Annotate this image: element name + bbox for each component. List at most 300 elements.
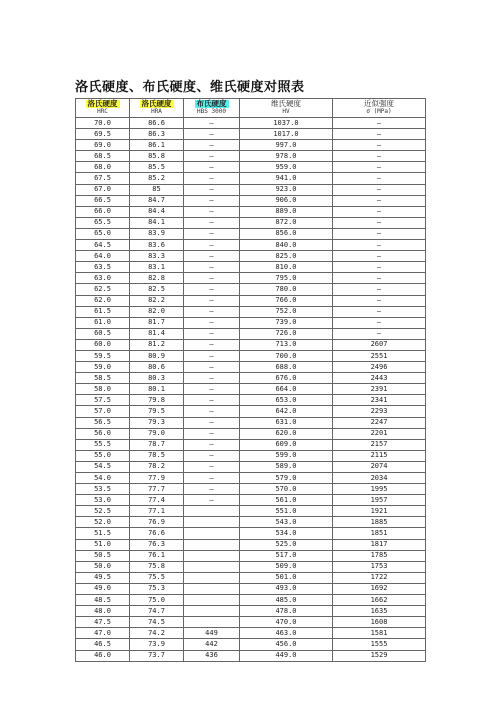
table-row bbox=[76, 384, 426, 395]
cell-hbs: – bbox=[184, 240, 240, 251]
cell-hrc: 51.0 bbox=[76, 539, 130, 550]
cell-hra: 76.3 bbox=[130, 539, 184, 550]
table-row bbox=[76, 173, 426, 184]
table-row bbox=[76, 561, 426, 572]
cell-strength: 1581 bbox=[333, 628, 426, 639]
cell-hbs: – bbox=[184, 328, 240, 339]
hardness-table-container bbox=[75, 98, 425, 662]
cell-hra: 80.1 bbox=[130, 384, 184, 395]
cell-hrc: 47.5 bbox=[76, 617, 130, 628]
cell-hra: 79.8 bbox=[130, 395, 184, 406]
cell-hrc: 61.5 bbox=[76, 306, 130, 317]
cell-hv: 620.0 bbox=[240, 428, 333, 439]
cell-hbs: – bbox=[184, 162, 240, 173]
cell-hbs: – bbox=[184, 284, 240, 295]
header-hbs bbox=[184, 99, 240, 118]
cell-hbs: 442 bbox=[184, 639, 240, 650]
cell-hra: 79.0 bbox=[130, 428, 184, 439]
cell-hv: 599.0 bbox=[240, 450, 333, 461]
cell-hrc: 61.0 bbox=[76, 317, 130, 328]
cell-hv: 561.0 bbox=[240, 495, 333, 506]
cell-hra: 86.6 bbox=[130, 118, 184, 129]
table-row bbox=[76, 284, 426, 295]
table-row bbox=[76, 550, 426, 561]
table-body bbox=[76, 118, 426, 662]
cell-hra: 82.2 bbox=[130, 295, 184, 306]
cell-hra: 84.1 bbox=[130, 217, 184, 228]
header-unit: HV bbox=[282, 108, 290, 115]
table-row bbox=[76, 118, 426, 129]
table-row bbox=[76, 206, 426, 217]
cell-hv: 688.0 bbox=[240, 362, 333, 373]
cell-hra: 77.1 bbox=[130, 506, 184, 517]
header-row bbox=[76, 99, 426, 118]
cell-strength: 1722 bbox=[333, 572, 426, 583]
cell-strength: 2391 bbox=[333, 384, 426, 395]
cell-hrc: 65.0 bbox=[76, 228, 130, 239]
cell-hv: 856.0 bbox=[240, 228, 333, 239]
cell-hv: 978.0 bbox=[240, 151, 333, 162]
cell-hrc: 66.5 bbox=[76, 195, 130, 206]
cell-strength: 1921 bbox=[333, 506, 426, 517]
page-title: 洛氏硬度、布氏硬度、维氏硬度对照表 bbox=[75, 80, 305, 95]
cell-hra: 80.9 bbox=[130, 350, 184, 361]
header-name: 洛氏硬度 bbox=[141, 99, 172, 108]
cell-hbs: – bbox=[184, 184, 240, 195]
cell-hbs bbox=[184, 595, 240, 606]
cell-hbs: – bbox=[184, 495, 240, 506]
cell-hbs: – bbox=[184, 173, 240, 184]
cell-hrc: 49.5 bbox=[76, 572, 130, 583]
cell-hrc: 59.0 bbox=[76, 362, 130, 373]
table-row bbox=[76, 484, 426, 495]
cell-hra: 75.8 bbox=[130, 561, 184, 572]
cell-strength: 2443 bbox=[333, 373, 426, 384]
cell-hv: 780.0 bbox=[240, 284, 333, 295]
cell-hv: 825.0 bbox=[240, 251, 333, 262]
cell-hbs: – bbox=[184, 350, 240, 361]
cell-hv: 631.0 bbox=[240, 417, 333, 428]
cell-hv: 676.0 bbox=[240, 373, 333, 384]
cell-hra: 82.5 bbox=[130, 284, 184, 295]
cell-hrc: 60.5 bbox=[76, 328, 130, 339]
cell-hra: 73.7 bbox=[130, 650, 184, 661]
cell-hrc: 69.0 bbox=[76, 140, 130, 151]
cell-hra: 85.2 bbox=[130, 173, 184, 184]
cell-hra: 77.4 bbox=[130, 495, 184, 506]
table-row bbox=[76, 572, 426, 583]
table-row bbox=[76, 317, 426, 328]
hardness-table bbox=[75, 98, 426, 662]
cell-strength: – bbox=[333, 295, 426, 306]
cell-hbs: – bbox=[184, 228, 240, 239]
cell-hrc: 62.5 bbox=[76, 284, 130, 295]
cell-strength: – bbox=[333, 240, 426, 251]
header-unit: HRA bbox=[151, 108, 162, 115]
cell-strength: – bbox=[333, 140, 426, 151]
cell-hbs bbox=[184, 561, 240, 572]
table-row bbox=[76, 328, 426, 339]
cell-strength: – bbox=[333, 228, 426, 239]
cell-hrc: 53.5 bbox=[76, 484, 130, 495]
table-row bbox=[76, 617, 426, 628]
table-row bbox=[76, 439, 426, 450]
cell-hra: 73.9 bbox=[130, 639, 184, 650]
cell-hra: 76.9 bbox=[130, 517, 184, 528]
cell-hbs: – bbox=[184, 484, 240, 495]
cell-hrc: 59.5 bbox=[76, 350, 130, 361]
cell-hbs: – bbox=[184, 140, 240, 151]
cell-hbs bbox=[184, 539, 240, 550]
table-row bbox=[76, 583, 426, 594]
cell-hrc: 51.5 bbox=[76, 528, 130, 539]
cell-hv: 456.0 bbox=[240, 639, 333, 650]
cell-hrc: 56.0 bbox=[76, 428, 130, 439]
table-row bbox=[76, 506, 426, 517]
cell-hv: 653.0 bbox=[240, 395, 333, 406]
cell-hrc: 67.0 bbox=[76, 184, 130, 195]
cell-hbs: – bbox=[184, 439, 240, 450]
cell-hbs: – bbox=[184, 461, 240, 472]
table-row bbox=[76, 140, 426, 151]
cell-hrc: 57.5 bbox=[76, 395, 130, 406]
cell-hra: 81.2 bbox=[130, 339, 184, 350]
cell-strength: – bbox=[333, 206, 426, 217]
cell-strength: 2247 bbox=[333, 417, 426, 428]
cell-hbs: – bbox=[184, 273, 240, 284]
header-hv bbox=[240, 99, 333, 118]
cell-strength: 1851 bbox=[333, 528, 426, 539]
table-row bbox=[76, 495, 426, 506]
cell-strength: 1555 bbox=[333, 639, 426, 650]
cell-strength: – bbox=[333, 306, 426, 317]
cell-hv: 906.0 bbox=[240, 195, 333, 206]
cell-hra: 79.5 bbox=[130, 406, 184, 417]
cell-hbs bbox=[184, 517, 240, 528]
cell-hv: 449.0 bbox=[240, 650, 333, 661]
cell-hra: 75.3 bbox=[130, 583, 184, 594]
cell-hv: 810.0 bbox=[240, 262, 333, 273]
table-row bbox=[76, 162, 426, 173]
table-row bbox=[76, 339, 426, 350]
cell-hra: 74.2 bbox=[130, 628, 184, 639]
cell-hra: 80.3 bbox=[130, 373, 184, 384]
cell-hv: 941.0 bbox=[240, 173, 333, 184]
cell-hv: 501.0 bbox=[240, 572, 333, 583]
cell-hrc: 64.0 bbox=[76, 251, 130, 262]
table-row bbox=[76, 350, 426, 361]
cell-hrc: 58.5 bbox=[76, 373, 130, 384]
cell-hbs bbox=[184, 583, 240, 594]
header-name: 维氏硬度 bbox=[271, 99, 301, 108]
table-row bbox=[76, 650, 426, 661]
cell-hra: 85 bbox=[130, 184, 184, 195]
cell-hra: 86.3 bbox=[130, 129, 184, 140]
cell-hv: 517.0 bbox=[240, 550, 333, 561]
cell-hv: 923.0 bbox=[240, 184, 333, 195]
cell-strength: 2157 bbox=[333, 439, 426, 450]
cell-hbs: – bbox=[184, 206, 240, 217]
cell-hra: 83.1 bbox=[130, 262, 184, 273]
cell-strength: – bbox=[333, 195, 426, 206]
table-row bbox=[76, 473, 426, 484]
table-row bbox=[76, 273, 426, 284]
cell-hbs: – bbox=[184, 151, 240, 162]
cell-hv: 509.0 bbox=[240, 561, 333, 572]
cell-strength: – bbox=[333, 173, 426, 184]
cell-strength: 1753 bbox=[333, 561, 426, 572]
cell-hrc: 48.0 bbox=[76, 606, 130, 617]
cell-hbs: 436 bbox=[184, 650, 240, 661]
cell-hrc: 54.0 bbox=[76, 473, 130, 484]
cell-hbs: – bbox=[184, 473, 240, 484]
table-row bbox=[76, 373, 426, 384]
cell-hv: 570.0 bbox=[240, 484, 333, 495]
cell-strength: – bbox=[333, 118, 426, 129]
cell-hrc: 68.0 bbox=[76, 162, 130, 173]
cell-hv: 463.0 bbox=[240, 628, 333, 639]
cell-hrc: 47.0 bbox=[76, 628, 130, 639]
cell-hbs: – bbox=[184, 262, 240, 273]
table-row bbox=[76, 129, 426, 140]
header-strength bbox=[333, 99, 426, 118]
cell-hrc: 48.5 bbox=[76, 595, 130, 606]
cell-hrc: 54.5 bbox=[76, 461, 130, 472]
cell-hra: 76.1 bbox=[130, 550, 184, 561]
table-row bbox=[76, 606, 426, 617]
cell-hv: 726.0 bbox=[240, 328, 333, 339]
cell-hv: 766.0 bbox=[240, 295, 333, 306]
cell-strength: 1817 bbox=[333, 539, 426, 550]
cell-strength: 2074 bbox=[333, 461, 426, 472]
table-row bbox=[76, 461, 426, 472]
cell-hrc: 53.0 bbox=[76, 495, 130, 506]
cell-hv: 959.0 bbox=[240, 162, 333, 173]
cell-hra: 74.7 bbox=[130, 606, 184, 617]
cell-hv: 872.0 bbox=[240, 217, 333, 228]
table-row bbox=[76, 628, 426, 639]
cell-hbs bbox=[184, 550, 240, 561]
cell-strength: – bbox=[333, 273, 426, 284]
table-row bbox=[76, 417, 426, 428]
table-row bbox=[76, 262, 426, 273]
cell-hrc: 46.5 bbox=[76, 639, 130, 650]
cell-hra: 75.5 bbox=[130, 572, 184, 583]
cell-hra: 77.9 bbox=[130, 473, 184, 484]
cell-strength: – bbox=[333, 251, 426, 262]
cell-strength: 2341 bbox=[333, 395, 426, 406]
cell-hbs: – bbox=[184, 406, 240, 417]
cell-hra: 84.7 bbox=[130, 195, 184, 206]
table-row bbox=[76, 528, 426, 539]
table-row bbox=[76, 195, 426, 206]
cell-hra: 83.3 bbox=[130, 251, 184, 262]
cell-hv: 739.0 bbox=[240, 317, 333, 328]
cell-hra: 74.5 bbox=[130, 617, 184, 628]
cell-hv: 551.0 bbox=[240, 506, 333, 517]
header-unit: HBS 3000 bbox=[197, 108, 226, 115]
cell-strength: – bbox=[333, 262, 426, 273]
cell-strength: 2293 bbox=[333, 406, 426, 417]
header-name: 布氏硬度 bbox=[196, 99, 227, 108]
cell-hbs: 449 bbox=[184, 628, 240, 639]
cell-strength: 1885 bbox=[333, 517, 426, 528]
cell-strength: – bbox=[333, 217, 426, 228]
cell-strength: – bbox=[333, 129, 426, 140]
cell-hrc: 52.5 bbox=[76, 506, 130, 517]
cell-hv: 1017.0 bbox=[240, 129, 333, 140]
cell-hbs: – bbox=[184, 362, 240, 373]
cell-hv: 525.0 bbox=[240, 539, 333, 550]
cell-strength: 2115 bbox=[333, 450, 426, 461]
cell-hv: 579.0 bbox=[240, 473, 333, 484]
table-row bbox=[76, 539, 426, 550]
cell-hrc: 50.0 bbox=[76, 561, 130, 572]
cell-hrc: 52.0 bbox=[76, 517, 130, 528]
cell-hbs: – bbox=[184, 317, 240, 328]
cell-hrc: 49.0 bbox=[76, 583, 130, 594]
cell-strength: 1957 bbox=[333, 495, 426, 506]
header-unit: σ (MPa) bbox=[366, 108, 392, 115]
cell-strength: 1662 bbox=[333, 595, 426, 606]
cell-hra: 83.9 bbox=[130, 228, 184, 239]
cell-hra: 78.2 bbox=[130, 461, 184, 472]
cell-hbs: – bbox=[184, 217, 240, 228]
cell-hbs bbox=[184, 606, 240, 617]
cell-strength: 2034 bbox=[333, 473, 426, 484]
cell-hrc: 55.0 bbox=[76, 450, 130, 461]
cell-strength: 1785 bbox=[333, 550, 426, 561]
cell-hrc: 46.0 bbox=[76, 650, 130, 661]
table-row bbox=[76, 595, 426, 606]
cell-hra: 76.6 bbox=[130, 528, 184, 539]
cell-hbs: – bbox=[184, 251, 240, 262]
header-name: 近似强度 bbox=[364, 99, 394, 108]
cell-hra: 75.0 bbox=[130, 595, 184, 606]
cell-hrc: 63.5 bbox=[76, 262, 130, 273]
table-row bbox=[76, 406, 426, 417]
cell-hra: 78.7 bbox=[130, 439, 184, 450]
table-row bbox=[76, 306, 426, 317]
cell-hbs: – bbox=[184, 450, 240, 461]
cell-hv: 795.0 bbox=[240, 273, 333, 284]
cell-hrc: 69.5 bbox=[76, 129, 130, 140]
cell-hv: 997.0 bbox=[240, 140, 333, 151]
table-row bbox=[76, 184, 426, 195]
cell-hra: 77.7 bbox=[130, 484, 184, 495]
cell-hbs bbox=[184, 572, 240, 583]
cell-hra: 86.1 bbox=[130, 140, 184, 151]
cell-hbs: – bbox=[184, 417, 240, 428]
cell-hv: 840.0 bbox=[240, 240, 333, 251]
cell-strength: – bbox=[333, 151, 426, 162]
cell-hbs bbox=[184, 528, 240, 539]
cell-hrc: 55.5 bbox=[76, 439, 130, 450]
cell-hbs: – bbox=[184, 373, 240, 384]
header-unit: HRC bbox=[97, 108, 108, 115]
cell-strength: 1608 bbox=[333, 617, 426, 628]
table-row bbox=[76, 395, 426, 406]
cell-strength: – bbox=[333, 184, 426, 195]
cell-hra: 82.0 bbox=[130, 306, 184, 317]
cell-hra: 82.8 bbox=[130, 273, 184, 284]
cell-strength: – bbox=[333, 317, 426, 328]
cell-hrc: 64.5 bbox=[76, 240, 130, 251]
cell-hrc: 63.0 bbox=[76, 273, 130, 284]
cell-hv: 543.0 bbox=[240, 517, 333, 528]
header-hra bbox=[130, 99, 184, 118]
cell-hra: 85.8 bbox=[130, 151, 184, 162]
cell-hrc: 58.0 bbox=[76, 384, 130, 395]
cell-strength: – bbox=[333, 162, 426, 173]
cell-hrc: 67.5 bbox=[76, 173, 130, 184]
cell-hra: 78.5 bbox=[130, 450, 184, 461]
cell-hra: 80.6 bbox=[130, 362, 184, 373]
table-row bbox=[76, 450, 426, 461]
cell-hbs: – bbox=[184, 384, 240, 395]
table-row bbox=[76, 362, 426, 373]
cell-hv: 589.0 bbox=[240, 461, 333, 472]
cell-hra: 85.5 bbox=[130, 162, 184, 173]
cell-hrc: 70.0 bbox=[76, 118, 130, 129]
table-row bbox=[76, 240, 426, 251]
cell-hv: 1037.0 bbox=[240, 118, 333, 129]
cell-strength: 1995 bbox=[333, 484, 426, 495]
cell-hv: 609.0 bbox=[240, 439, 333, 450]
cell-strength: 1692 bbox=[333, 583, 426, 594]
table-row bbox=[76, 428, 426, 439]
cell-hbs: – bbox=[184, 195, 240, 206]
cell-hv: 889.0 bbox=[240, 206, 333, 217]
cell-strength: 1529 bbox=[333, 650, 426, 661]
table-row bbox=[76, 228, 426, 239]
cell-hrc: 62.0 bbox=[76, 295, 130, 306]
cell-hv: 493.0 bbox=[240, 583, 333, 594]
cell-hv: 700.0 bbox=[240, 350, 333, 361]
cell-hbs bbox=[184, 506, 240, 517]
cell-hrc: 56.5 bbox=[76, 417, 130, 428]
cell-hrc: 57.0 bbox=[76, 406, 130, 417]
cell-hv: 470.0 bbox=[240, 617, 333, 628]
cell-strength: 2551 bbox=[333, 350, 426, 361]
cell-hrc: 60.0 bbox=[76, 339, 130, 350]
cell-hra: 79.3 bbox=[130, 417, 184, 428]
cell-hbs: – bbox=[184, 129, 240, 140]
table-header bbox=[76, 99, 426, 118]
table-row bbox=[76, 251, 426, 262]
cell-hbs bbox=[184, 617, 240, 628]
table-row bbox=[76, 517, 426, 528]
cell-hbs: – bbox=[184, 339, 240, 350]
cell-hra: 83.6 bbox=[130, 240, 184, 251]
cell-hra: 81.4 bbox=[130, 328, 184, 339]
cell-hbs: – bbox=[184, 295, 240, 306]
cell-hv: 534.0 bbox=[240, 528, 333, 539]
cell-hrc: 65.5 bbox=[76, 217, 130, 228]
cell-strength: – bbox=[333, 328, 426, 339]
cell-hbs: – bbox=[184, 395, 240, 406]
cell-hv: 752.0 bbox=[240, 306, 333, 317]
cell-hra: 84.4 bbox=[130, 206, 184, 217]
cell-hbs: – bbox=[184, 306, 240, 317]
cell-hv: 664.0 bbox=[240, 384, 333, 395]
cell-strength: 2201 bbox=[333, 428, 426, 439]
cell-hrc: 50.5 bbox=[76, 550, 130, 561]
cell-hv: 485.0 bbox=[240, 595, 333, 606]
cell-strength: 1635 bbox=[333, 606, 426, 617]
cell-hv: 713.0 bbox=[240, 339, 333, 350]
cell-hra: 81.7 bbox=[130, 317, 184, 328]
